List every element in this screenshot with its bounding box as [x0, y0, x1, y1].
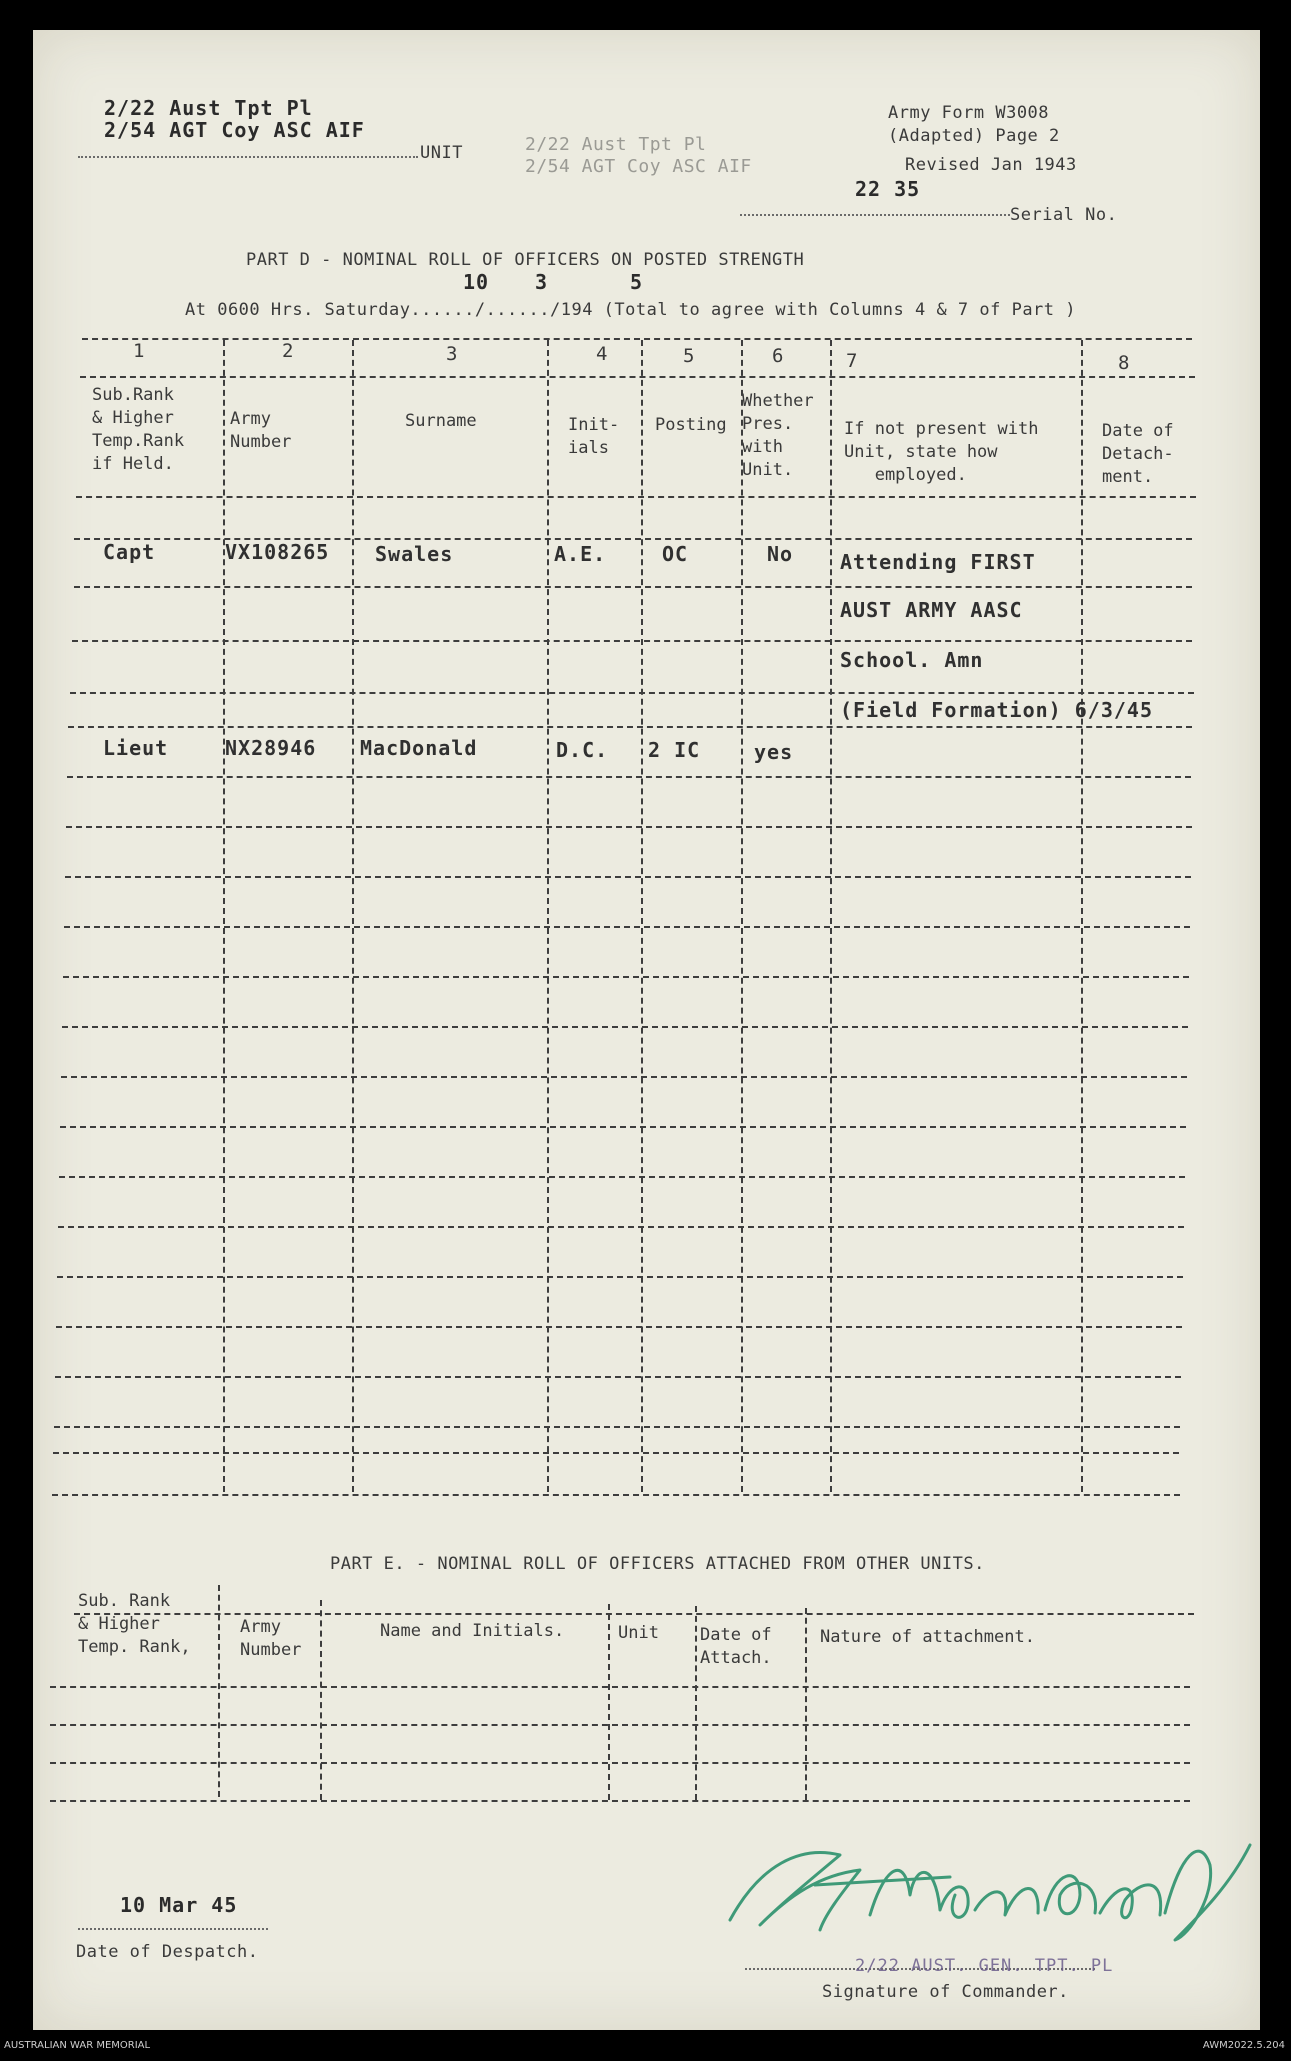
- header-line-1: [80, 376, 1195, 378]
- faded-stamp-line1: 2/22 Aust Tpt Pl: [525, 134, 707, 155]
- row-line: [63, 976, 1189, 978]
- row-line: [61, 1076, 1187, 1078]
- row1-rank: Capt: [103, 540, 156, 564]
- row-line: [57, 1276, 1183, 1278]
- row2-army-number: NX28946: [225, 736, 317, 760]
- part-e-row-line: [50, 1762, 1190, 1764]
- row-line: [62, 1026, 1188, 1028]
- row-line: [74, 586, 1192, 588]
- row-line: [65, 876, 1191, 878]
- date-month: 3: [535, 270, 549, 294]
- row-line: [67, 776, 1191, 778]
- column-number: 4: [596, 343, 608, 365]
- row2-present: yes: [754, 740, 794, 764]
- row-line: [59, 1176, 1185, 1178]
- row1-army-number: VX108265: [225, 540, 330, 564]
- form-number: Army Form W3008: [888, 103, 1050, 123]
- signature-label: Signature of Commander.: [822, 1982, 1069, 2002]
- form-revised: Revised Jan 1943: [905, 155, 1077, 175]
- column-number: 1: [133, 340, 145, 362]
- column-divider: [830, 340, 832, 1492]
- row1-employed-line1: Attending FIRST: [840, 550, 1036, 574]
- part-e-header-unit: Unit: [618, 1623, 659, 1643]
- column-number: 7: [846, 350, 858, 372]
- part-e-row-line: [50, 1686, 1190, 1688]
- unit-name-line2: 2/54 AGT Coy ASC AIF: [104, 118, 365, 142]
- column-divider: [223, 340, 225, 1492]
- column-divider: [741, 340, 743, 1492]
- faded-stamp-line2: 2/54 AGT Coy ASC AIF: [525, 156, 752, 177]
- part-d-date-line: At 0600 Hrs. Saturday....../....../194 (Total to agree with Columns 4 & 7 of Part ): [185, 300, 1076, 320]
- date-year: 5: [630, 270, 644, 294]
- despatch-label: Date of Despatch.: [76, 1942, 259, 1962]
- row1-employed-line4: (Field Formation) 6/3/45: [840, 698, 1153, 722]
- header-initials: Init- ials: [568, 415, 620, 458]
- part-e-column-divider: [218, 1585, 220, 1797]
- header-line-2: [76, 496, 1196, 498]
- table-top-line: [82, 338, 1192, 340]
- column-number: 5: [683, 345, 695, 367]
- column-number: 8: [1118, 352, 1130, 374]
- part-e-row-line: [50, 1724, 1190, 1726]
- part-d-title: PART D - NOMINAL ROLL OF OFFICERS ON POSTED STRENGTH: [246, 250, 805, 270]
- commander-signature: [720, 1825, 1260, 1945]
- row1-present: No: [767, 542, 794, 566]
- row1-surname: Swales: [375, 542, 454, 566]
- row2-surname: MacDonald: [360, 736, 478, 760]
- row-line: [53, 1452, 1179, 1454]
- header-army-number: Army Number: [230, 409, 292, 452]
- row2-rank: Lieut: [103, 736, 169, 760]
- date-day: 10: [463, 270, 490, 294]
- column-number: 2: [282, 340, 294, 362]
- header-employment: If not present with Unit, state how employed.: [844, 419, 1039, 485]
- row-line: [70, 692, 1194, 694]
- table-bottom-line: [52, 1494, 1180, 1496]
- part-e-header-line: [74, 1613, 1194, 1615]
- column-number: 3: [446, 343, 458, 365]
- header-whether-present: Whether Pres. with Unit.: [742, 391, 814, 480]
- serial-dotted-line: [740, 214, 1010, 216]
- part-e-column-divider: [805, 1608, 807, 1800]
- part-e-column-divider: [695, 1606, 697, 1800]
- part-e-column-divider: [320, 1600, 322, 1800]
- unit-name-line1: 2/22 Aust Tpt Pl: [104, 96, 313, 120]
- row-line: [64, 926, 1190, 928]
- row2-posting: 2 IC: [648, 738, 701, 762]
- row-line: [60, 1126, 1186, 1128]
- footer-right: AWM2022.5.204: [1202, 2040, 1285, 2051]
- serial-value: 22 35: [855, 177, 921, 201]
- part-e-row-line: [50, 1800, 1190, 1802]
- row-line: [58, 1226, 1184, 1228]
- column-divider: [1081, 340, 1083, 1492]
- part-e-column-divider: [608, 1604, 610, 1800]
- part-e-header-rank: Sub. Rank & Higher Temp. Rank,: [78, 1591, 191, 1657]
- despatch-dotted-line: [78, 1928, 268, 1930]
- row2-initials: D.C.: [556, 738, 609, 762]
- footer-left: AUSTRALIAN WAR MEMORIAL: [4, 2040, 151, 2051]
- header-surname: Surname: [405, 411, 477, 431]
- form-adapted: (Adapted) Page 2: [888, 126, 1060, 146]
- column-number: 6: [772, 345, 784, 367]
- row1-posting: OC: [662, 542, 689, 566]
- row1-employed-line2: AUST ARMY AASC: [840, 598, 1023, 622]
- header-posting: Posting: [655, 415, 727, 435]
- row-line: [68, 726, 1192, 728]
- column-divider: [641, 340, 643, 1492]
- column-divider: [352, 340, 354, 1492]
- despatch-date: 10 Mar 45: [120, 1893, 238, 1917]
- unit-label: UNIT: [420, 143, 463, 163]
- column-divider: [547, 340, 549, 1492]
- signature-scribble: [720, 1825, 1260, 1945]
- part-e-header-nature: Nature of attachment.: [820, 1627, 1035, 1647]
- row-line: [66, 826, 1192, 828]
- part-e-header-army-number: Army Number: [240, 1617, 302, 1660]
- unit-dotted-line: [78, 156, 418, 158]
- unit-stamp: 2/22 AUST. GEN. TPT. PL: [855, 1956, 1114, 1976]
- part-e-header-date: Date of Attach.: [700, 1625, 772, 1668]
- header-sub-rank: Sub.Rank & Higher Temp.Rank if Held.: [92, 385, 185, 474]
- row1-initials: A.E.: [554, 542, 607, 566]
- part-e-title: PART E. - NOMINAL ROLL OF OFFICERS ATTACHED FROM OTHER UNITS.: [330, 1554, 985, 1574]
- serial-label: Serial No.: [1010, 205, 1118, 225]
- row1-employed-line3: School. Amn: [840, 648, 984, 672]
- header-date-detachment: Date of Detach- ment.: [1102, 421, 1174, 487]
- row-line: [72, 640, 1192, 642]
- part-e-header-name: Name and Initials.: [380, 1621, 565, 1641]
